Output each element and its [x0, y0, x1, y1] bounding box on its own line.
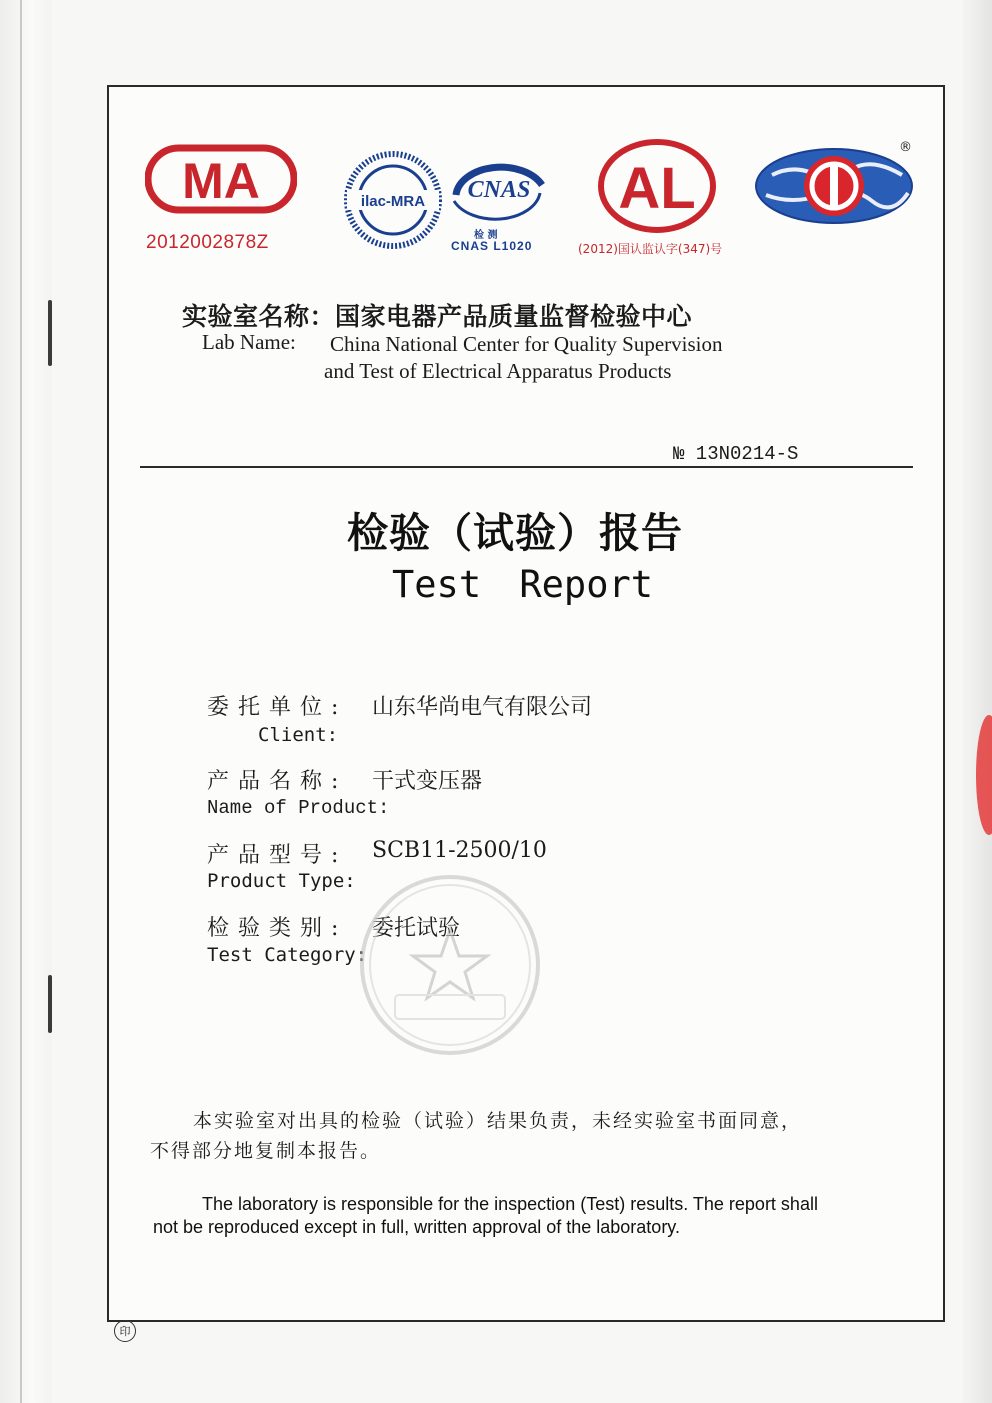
- lab-name-label: Lab Name:: [202, 330, 296, 354]
- test-category-value: 委托试验: [372, 916, 461, 941]
- right-page-edge: [962, 0, 992, 1403]
- embossed-seal-icon: [355, 870, 545, 1060]
- printer-mark-icon: 印: [114, 1320, 136, 1342]
- client-value: 山东华尚电气有限公司: [372, 695, 593, 720]
- product-name-label-en: Name of Product:: [207, 797, 390, 819]
- cnas-code: CNAS L1020: [451, 239, 533, 253]
- notice-en-line1: The laboratory is responsible for the inspection (Test) results. The report shall: [202, 1194, 818, 1214]
- test-category-label-cn: 检验类别:: [207, 916, 348, 941]
- ilac-mra-logo-icon: [343, 150, 443, 250]
- report-number: № 13N0214-S: [673, 443, 799, 465]
- product-type-label-en: Product Type:: [207, 870, 356, 892]
- report-title-cn: 检验（试验）报告: [347, 509, 683, 557]
- report-title-en: Test Report: [392, 563, 654, 606]
- cnas-logo-icon: [446, 155, 552, 225]
- cnas-sub-label: 检 测: [474, 230, 498, 241]
- header-divider: [140, 466, 913, 468]
- client-label-cn: 委托单位:: [207, 695, 348, 720]
- staple-top: [48, 300, 52, 366]
- notice-cn-line1: 本实验室对出具的检验（试验）结果负责，未经实验室书面同意，: [193, 1110, 803, 1132]
- cma-logo-icon: [145, 140, 297, 218]
- cal-logo-text: AL: [618, 156, 696, 221]
- cma-code: 2012002878Z: [146, 232, 269, 253]
- lab-name-cn: 实验室名称：国家电器产品质量监督检验中心: [182, 302, 693, 331]
- product-type-label-cn: 产品型号:: [207, 843, 348, 868]
- test-category-label-en: Test Category:: [207, 944, 368, 966]
- staple-bottom: [48, 975, 52, 1033]
- lab-name-en-line1: China National Center for Quality Supervision: [330, 332, 723, 356]
- notice-en-line2: not be reproduced except in full, written approval of the laboratory.: [153, 1217, 680, 1237]
- cnas-logo-text: CNAS: [467, 177, 531, 203]
- ilac-logo-text: ilac-MRA: [360, 193, 426, 210]
- cal-logo-icon: [596, 138, 718, 234]
- registered-mark: ®: [899, 140, 912, 155]
- ccc-globe-logo-icon: [752, 145, 917, 227]
- cma-logo-text: MA: [182, 153, 260, 209]
- binding-edge: [0, 0, 52, 1403]
- lab-name-en-line2: and Test of Electrical Apparatus Products: [324, 359, 672, 383]
- fold-line: [20, 0, 22, 1403]
- product-type-value: SCB11-2500/10: [372, 838, 547, 863]
- cal-code: (2012)国认监认字(347)号: [578, 242, 723, 256]
- notice-cn-line2: 不得部分地复制本报告。: [150, 1140, 382, 1162]
- client-label-en: Client:: [258, 724, 339, 746]
- product-name-label-cn: 产品名称:: [207, 769, 348, 794]
- product-name-value: 干式变压器: [372, 769, 483, 794]
